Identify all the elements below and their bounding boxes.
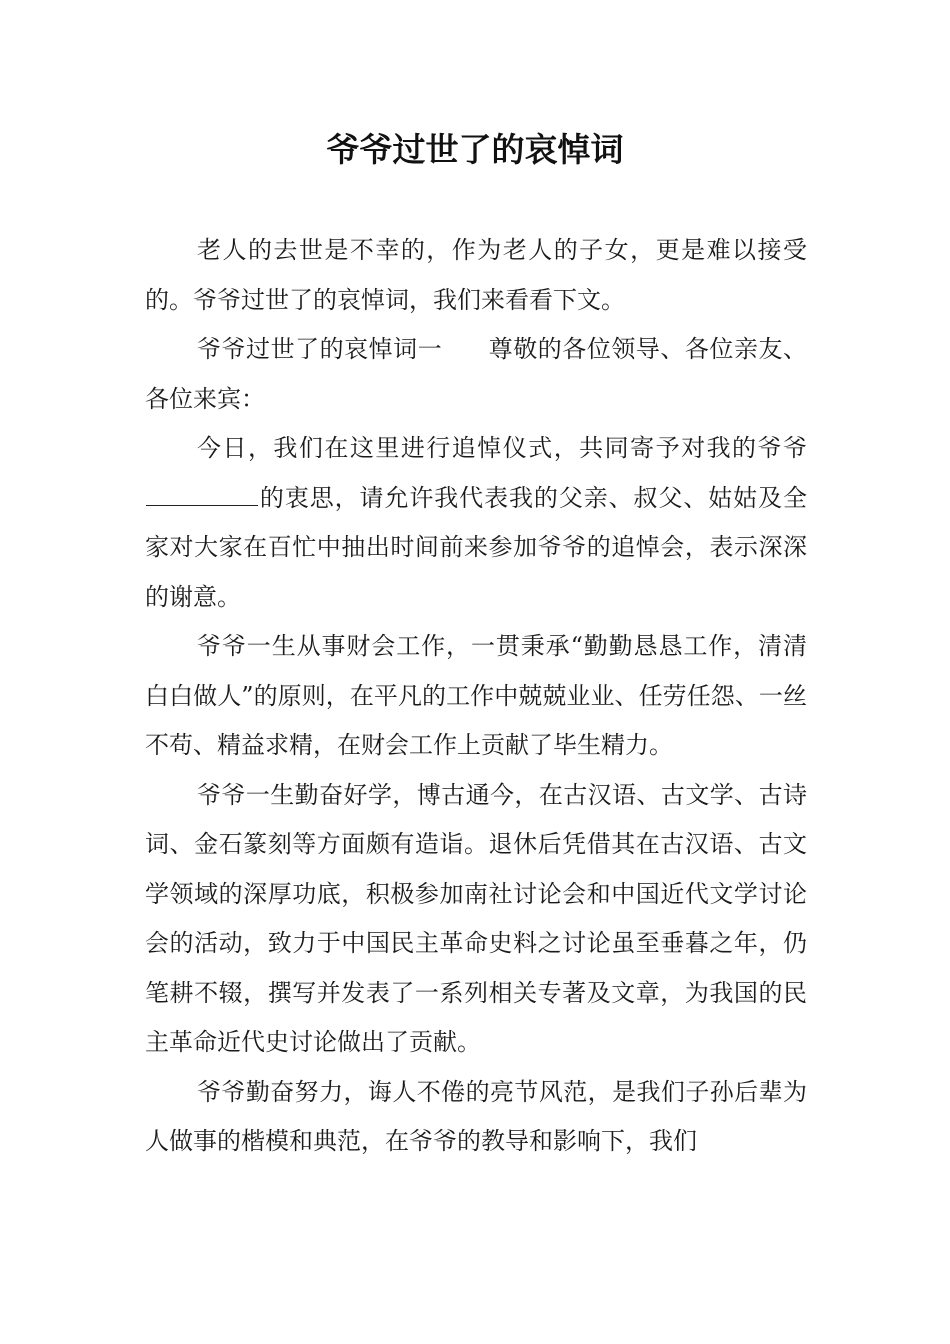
salutation-text: 尊敬的各位领导、各位亲友、各位来宾： [145, 335, 808, 413]
paragraph-legacy [145, 1068, 807, 1167]
paragraph-intro [145, 226, 807, 325]
paragraph-text-before-blank: 今日，我们在这里进行追悼仪式，共同寄予对我的爷爷 [197, 434, 807, 462]
document-title: 爷爷过世了的哀悼词 [326, 130, 624, 169]
paragraph-career [145, 622, 807, 771]
paragraph-text: 爷爷一生勤奋好学，博古通今，在古汉语、古文学、古诗词、金石篆刻等方面颇有造诣。退休后凭借其在古汉语、古文学领域的深厚功底，积极参加南社讨论会和中国近代文学讨论会的活动，致力于中国民主革命史料之讨论虽至垂暮之年，仍笔耕不辍，撰写并发表了一系列相关专著及文章，为我国的民主革命近代史讨论做出了贡献。 [145, 780, 807, 1056]
paragraph-scholarship [145, 771, 807, 1068]
paragraph-text-after-blank: 的衷思，请允许我代表我的父亲、叔父、姑姑及全家对大家在百忙中抽出时间前来参加爷爷的追悼会，表示深深的谢意。 [145, 483, 807, 611]
name-blank-line [146, 487, 258, 506]
paragraph-text: 老人的去世是不幸的，作为老人的子女，更是难以接受的。爷爷过世了的哀悼词，我们来看看下文。 [145, 236, 807, 314]
paragraph-salutation [145, 325, 807, 424]
paragraph-text: 爷爷一生从事财会工作，一贯秉承“勤勤恳恳工作，清清白白做人”的原则，在平凡的工作中兢兢业业、任劳任怨、一丝不苟、精益求精，在财会工作上贡献了毕生精力。 [145, 632, 807, 759]
document-body [145, 226, 807, 1167]
section-heading: 爷爷过世了的哀悼词一 [197, 335, 443, 363]
paragraph-text: 爷爷勤奋努力，诲人不倦的亮节风范，是我们子孙后辈为人做事的楷模和典范，在爷爷的教导和影响下，我们 [145, 1077, 807, 1155]
paragraph-thanks [145, 424, 807, 622]
